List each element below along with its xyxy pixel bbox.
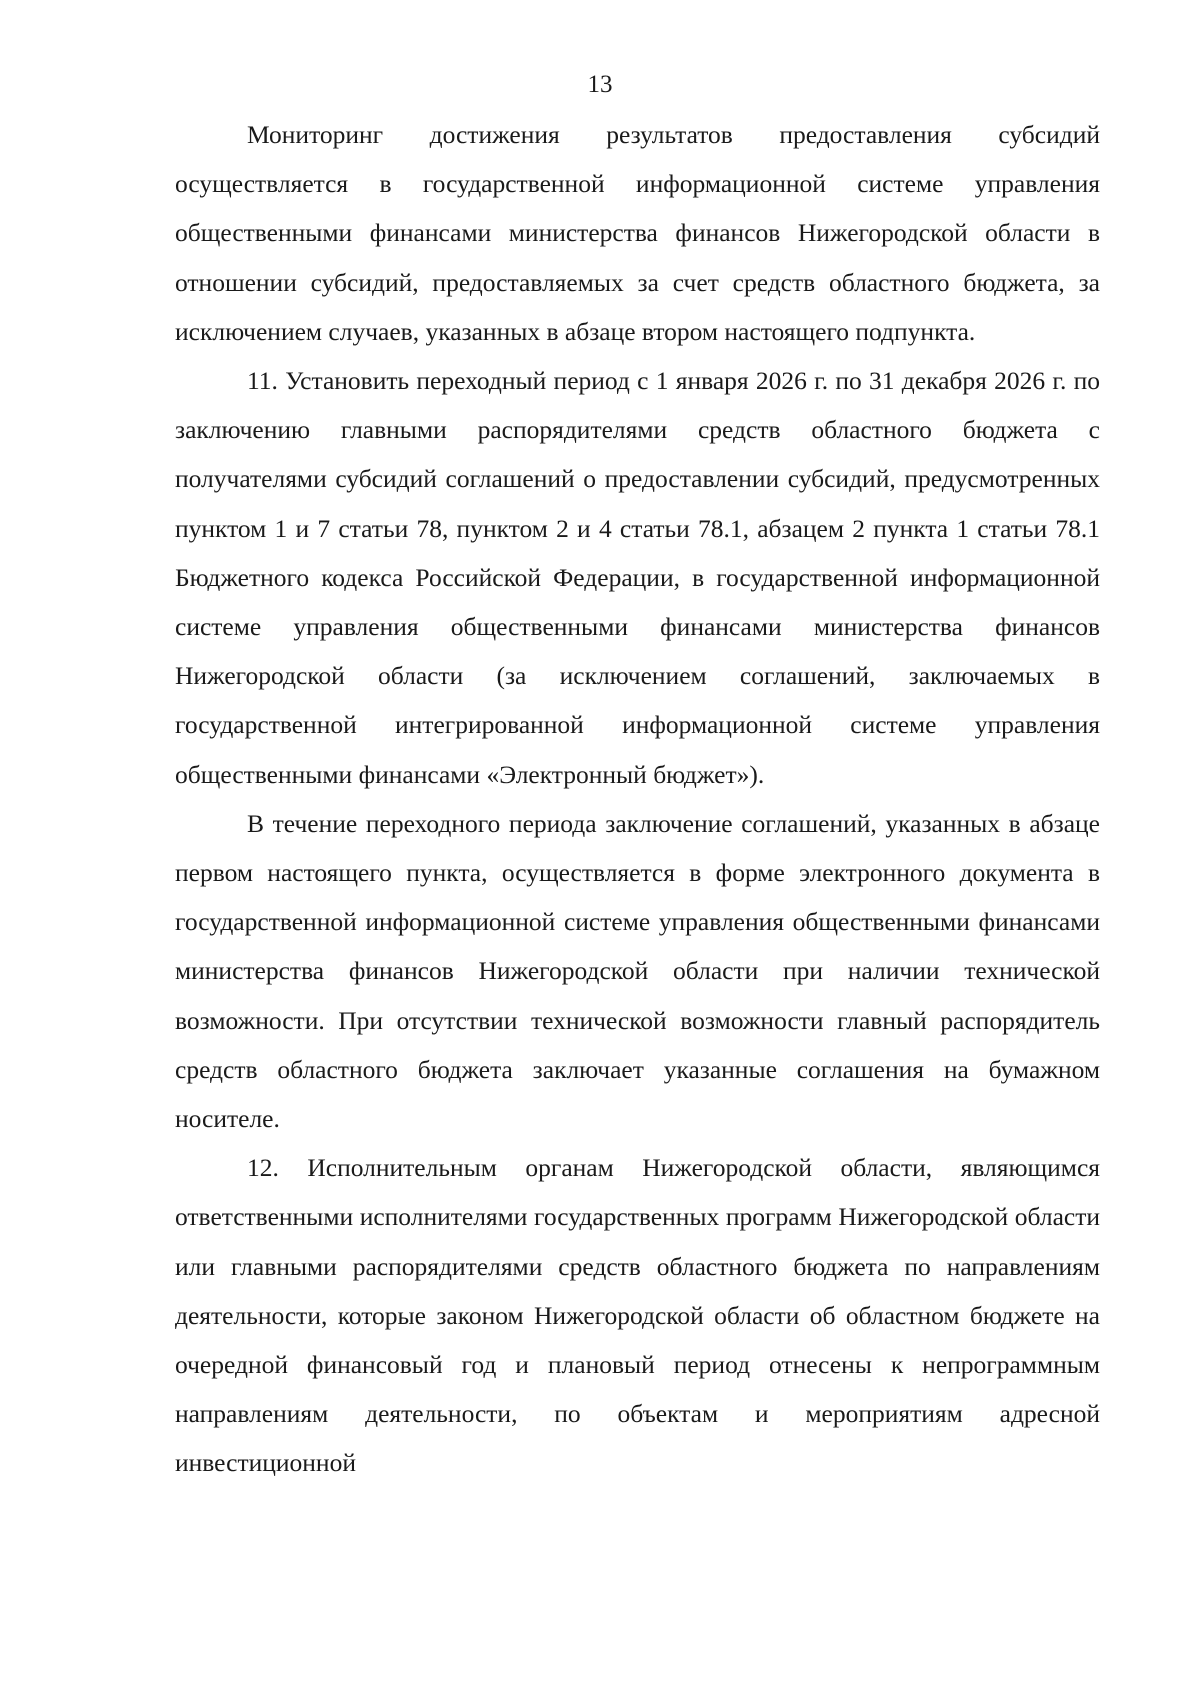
paragraph-item-12: 12. Исполнительным органам Нижегородской области, являющимся ответственными исполнителями государственных программ Нижегородской области или главными распорядителями средств областного бюджета по направлениям деятельности, которые законом Нижегородской области об областном бюджете на очередной финансовый год и плановый период отнесены к непрограммным направлениям деятельности, по объектам и мероприятиям адресной инвестиционной [175,1153,1100,1478]
paragraph-transition-period: В течение переходного периода заключение соглашений, указанных в абзаце первом настоящего пункта, осуществляется в форме электронного документа в государственной информационной системе управления общественными финансами министерства финансов Нижегородской области при наличии технической возможности. При отсутствии технической возможности главный распорядитель средств областного бюджета заключает указанные соглашения на бумажном носителе. [175,808,1100,1134]
paragraph-item-11: 11. Установить переходный период с 1 января 2026 г. по 31 декабря 2026 г. по заключению главными распорядителями средств областного бюджета с получателями субсидий соглашений о предоставлении субсидий, предусмотренных пунктом 1 и 7 статьи 78, пунктом 2 и 4 статьи 78.1, абзацем 2 пункта 1 статьи 78.1 Бюджетного кодекса Российской Федерации, в государственной информационной системе управления общественными финансами министерства финансов Нижегородской области (за исключением соглашений, заключаемых в государственной интегрированной информационной системе управления общественными финансами «Электронный бюджет»). [175,366,1100,789]
paragraph-monitoring: Мониторинг достижения результатов предоставления субсидий осуществляется в государственной информационной системе управления общественными финансами министерства финансов Нижегородской области в отношении субсидий, предоставляемых за счет средств областного бюджета, за исключением случаев, указанных в абзаце втором настоящего подпункта. [175,120,1100,346]
page-number: 13 [587,71,613,98]
document-body [175,110,1100,1488]
